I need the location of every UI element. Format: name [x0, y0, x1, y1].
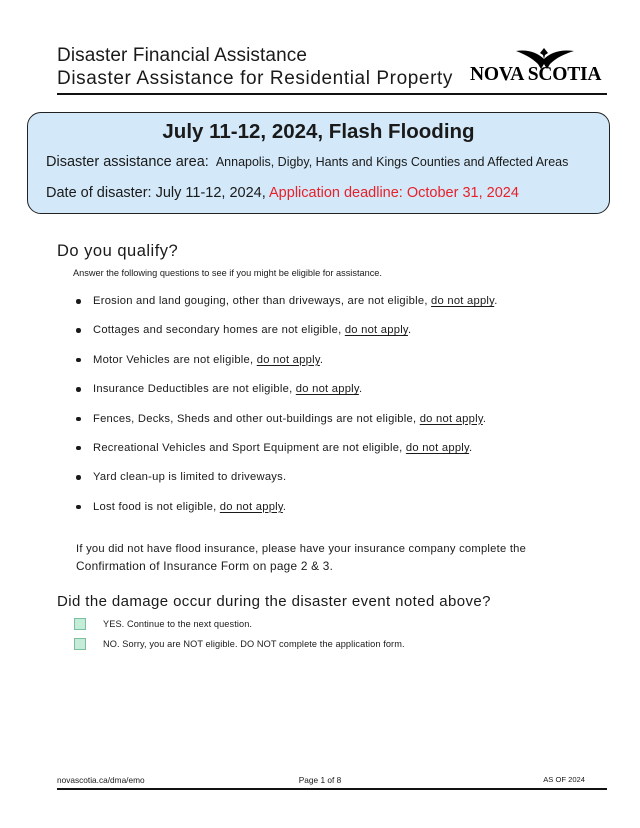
bullet-icon — [76, 299, 81, 304]
disaster-title: July 11-12, 2024, Flash Flooding — [162, 120, 475, 143]
list-item: Lost food is not eligible, do not apply. — [73, 499, 593, 528]
qualify-heading: Do you qualify? — [57, 242, 179, 260]
bullet-icon — [76, 475, 81, 480]
assistance-area-label: Disaster assistance area: — [46, 154, 209, 170]
disaster-date-text: Date of disaster: July 11-12, 2024, — [46, 185, 270, 201]
logo-wordmark: NOVA SCOTIA — [470, 64, 602, 85]
disaster-date — [46, 185, 519, 201]
list-item: Yard clean-up is limited to driveways. — [73, 469, 593, 498]
list-item: Cottages and secondary homes are not eligible, do not apply. — [73, 322, 593, 351]
do-not-apply-text: do not apply — [419, 412, 483, 425]
insurance-note-line1: If you did not have flood insurance, please have your insurance company complete the — [76, 543, 527, 555]
page-number: Page 1 of 8 — [298, 775, 342, 785]
insurance-note-line2: Confirmation of Insurance Form on page 2 & 3. — [76, 559, 334, 573]
no-checkbox[interactable] — [74, 638, 86, 650]
do-not-apply-text: do not apply — [405, 441, 470, 454]
footer-url: novascotia.ca/dma/emo — [57, 775, 145, 785]
bullet-icon — [76, 328, 81, 333]
list-item: Recreational Vehicles and Sport Equipment are not eligible, do not apply. — [73, 440, 593, 469]
damage-question: Did the damage occur during the disaster event noted above? — [57, 593, 491, 610]
header-divider — [57, 93, 607, 95]
do-not-apply-text: do not apply — [344, 324, 408, 337]
disaster-info-banner — [27, 112, 610, 214]
list-item: Motor Vehicles are not eligible, do not apply. — [73, 352, 593, 381]
bullet-icon — [76, 417, 81, 422]
bullet-icon — [76, 387, 81, 392]
yes-checkbox[interactable] — [74, 618, 86, 630]
do-not-apply-text: do not apply — [295, 383, 359, 396]
yes-label: YES. Continue to the next question. — [103, 619, 253, 629]
list-item: Fences, Decks, Sheds and other out-buildings are not eligible, do not apply. — [73, 411, 593, 440]
do-not-apply-text: do not apply — [219, 500, 283, 513]
footer-as-of: AS OF 2024 — [543, 775, 585, 784]
list-item: Insurance Deductibles are not eligible, do not apply. — [73, 381, 593, 410]
assistance-area-value: Annapolis, Digby, Hants and Kings Counties and Affected Areas — [215, 155, 569, 169]
do-not-apply-text: do not apply — [431, 295, 495, 307]
application-deadline: Application deadline: October 31, 2024 — [269, 185, 519, 201]
bullet-icon — [76, 358, 81, 363]
no-label: NO. Sorry, you are NOT eligible. DO NOT complete the application form. — [103, 639, 405, 649]
footer-divider — [57, 788, 607, 790]
bullet-icon — [76, 446, 81, 451]
assistance-area — [46, 154, 568, 170]
header-title: Disaster Financial Assistance — [57, 45, 308, 66]
nova-scotia-logo — [470, 50, 610, 90]
bullet-icon — [76, 505, 81, 510]
qualify-intro: Answer the following questions to see if you might be eligible for assistance. — [73, 268, 382, 278]
do-not-apply-text: do not apply — [256, 353, 320, 366]
list-item: Erosion and land gouging, other than driveways, are not eligible, do not apply. — [73, 293, 593, 322]
insurance-note — [76, 541, 526, 575]
header-subtitle: Disaster Assistance for Residential Property — [57, 68, 453, 89]
eligibility-list — [73, 293, 593, 528]
